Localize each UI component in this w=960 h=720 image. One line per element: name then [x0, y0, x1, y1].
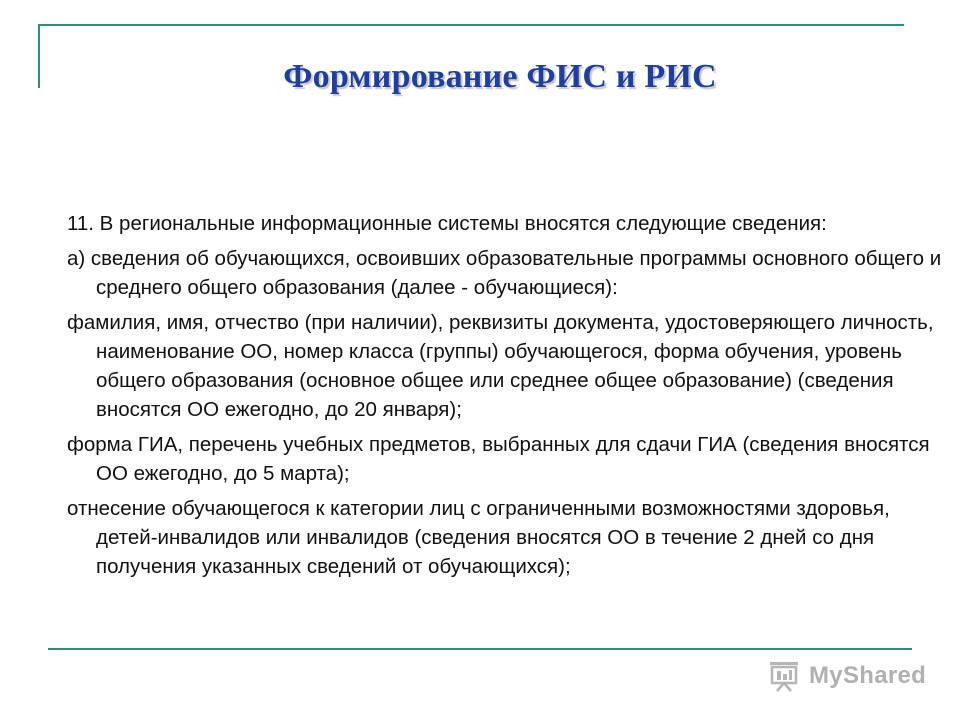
slide-title: Формирование ФИС и РИС: [283, 58, 717, 95]
watermark-text: MyShared: [809, 662, 927, 689]
paragraph-disability: отнесение обучающегося к категории лиц с ограниченными возможностями здоровья, детей-инвалидов или инвалидов (сведения вносятся ОО в течение 2 дней со дня получения указанных сведений от обучающихся);: [67, 497, 890, 578]
paragraph-gia-form: форма ГИА, перечень учебных предметов, выбранных для сдачи ГИА (сведения вносятся ОО ежегодно, до 5 марта);: [67, 433, 930, 485]
slide-body: [67, 209, 947, 587]
paragraph-a: а) сведения об обучающихся, освоивших образовательные программы основного общего и среднего общего образования (далее - обучающиеся):: [67, 247, 942, 299]
frame-top-line: [38, 24, 904, 26]
paragraph-personal-data: фамилия, имя, отчество (при наличии), реквизиты документа, удостоверяющего личность, наименование ОО, номер класса (группы) обучающегося, форма обучения, уровень общего образования (основное общее или среднее общее образование) (сведения вносятся ОО ежегодно, до 20 января);: [67, 311, 934, 421]
watermark: [767, 656, 926, 696]
presentation-board-icon: [767, 659, 801, 693]
frame-bottom-line: [48, 648, 912, 650]
paragraph-intro: 11. В региональные информационные системы вносятся следующие сведения:: [67, 212, 827, 235]
